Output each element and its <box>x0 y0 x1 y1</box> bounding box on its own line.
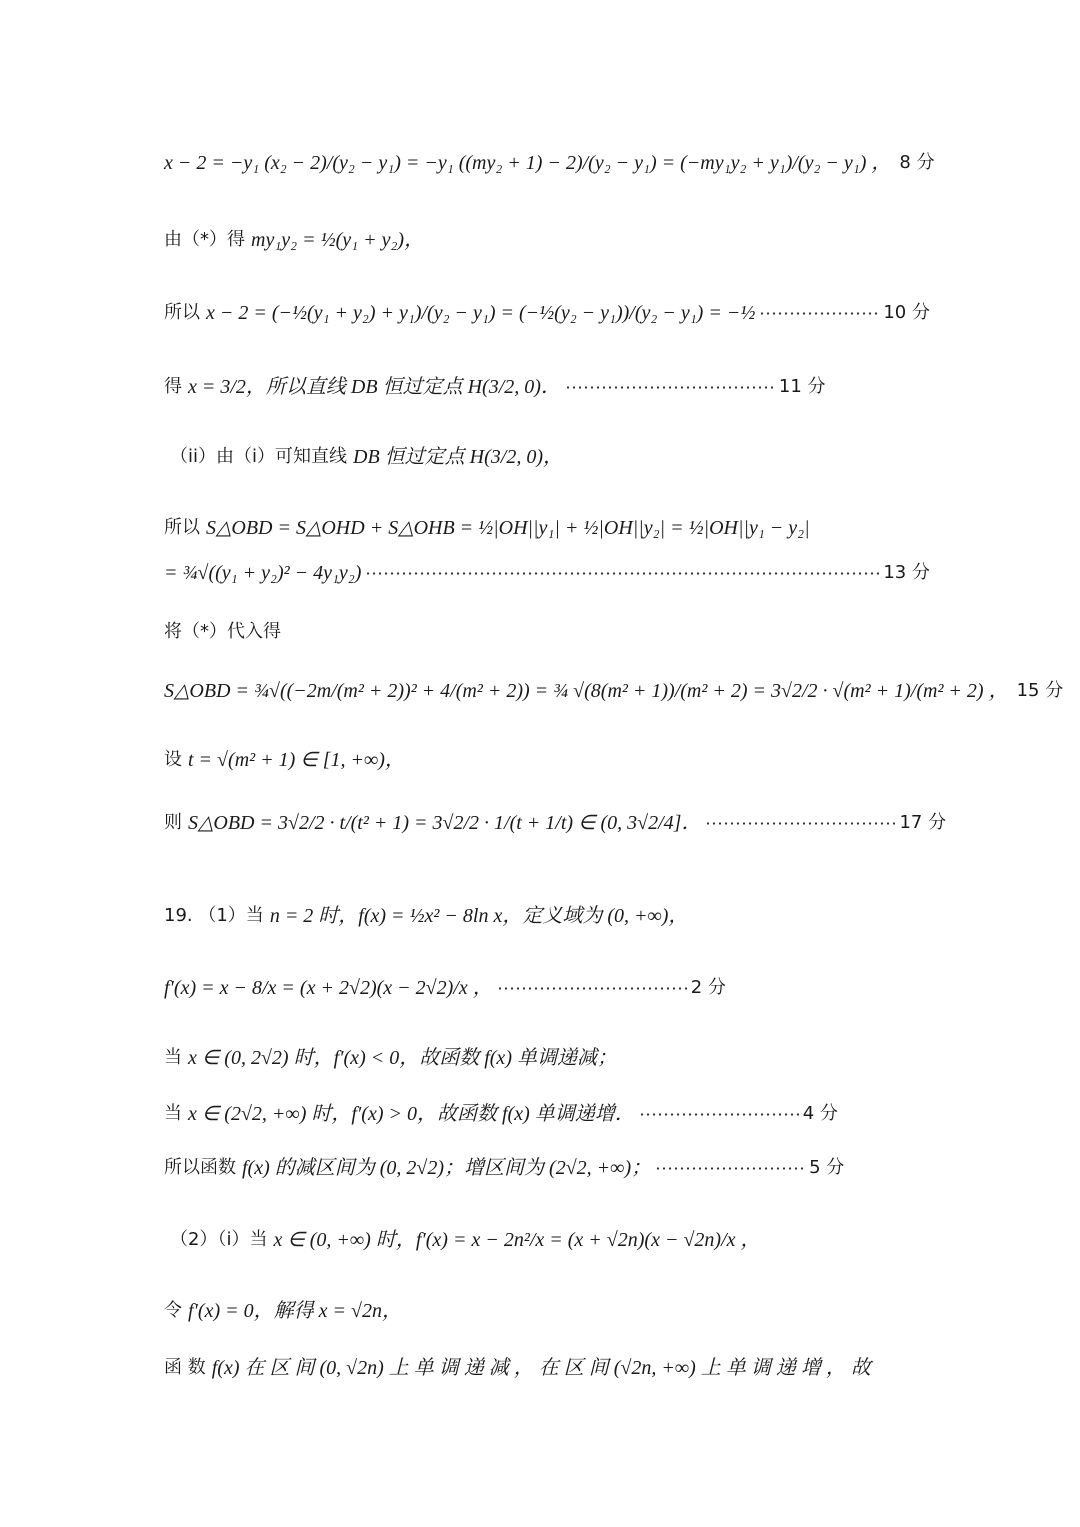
equation: f(x) 的减区间为 (0, 2√2)；增区间为 (2√2, +∞)； <box>242 1157 652 1179</box>
equation-line <box>164 133 935 193</box>
leader-dots <box>639 1113 799 1116</box>
equation: f′(x) = 0，解得 x = √2n， <box>188 1300 402 1322</box>
equation-line <box>164 220 930 260</box>
equation-line <box>164 743 930 777</box>
equation: x − 2 = −y₁ (x₂ − 2)/(y₂ − y₁) = −y₁ ((my₂ + 1) − 2)/(y₂ − y₁) = (−my₁y₂ + y₁)/(y₂ − y₁) ， <box>164 152 892 174</box>
score-mark: 15 分 <box>1016 680 1064 701</box>
equation-line <box>170 1212 930 1268</box>
equation-line <box>164 895 930 937</box>
leader-dots <box>705 822 895 825</box>
line-prefix: 由（*）得 <box>164 229 245 250</box>
equation: t = √(m² + 1) ∈ [1, +∞)， <box>188 749 405 771</box>
equation: x − 2 = (−½(y₁ + y₂) + y₁)/(y₂ − y₁) = (−½(y₂ − y₁))/(y₂ − y₁) = −½ <box>206 302 756 324</box>
equation: x ∈ (2√2, +∞) 时，f′(x) > 0，故函数 f(x) 单调递增． <box>188 1103 635 1125</box>
equation: f(x) 在 区 间 (0, √2n) 上 单 调 递 减 ， 在 区 间 (√2n, +∞) 上 单 调 递 增 ， 故 <box>211 1357 871 1379</box>
line-prefix: 19. （1）当 <box>164 905 264 926</box>
score-mark: 2 分 <box>690 977 726 998</box>
line-prefix: 则 <box>164 812 182 833</box>
line-prefix: 令 <box>164 1300 182 1321</box>
line-prefix: 当 <box>164 1103 182 1124</box>
line-prefix: 所以 <box>164 517 200 538</box>
equation: x ∈ (0, 2√2) 时，f′(x) < 0，故函数 f(x) 单调递减； <box>188 1047 617 1069</box>
equation-line <box>164 508 930 548</box>
equation-line <box>164 1349 930 1387</box>
score-mark: 5 分 <box>809 1157 845 1178</box>
line-prefix: （ii）由（i）可知直线 <box>170 446 348 467</box>
equation: DB 恒过定点 H(3/2, 0)， <box>353 446 563 468</box>
line-prefix: 设 <box>164 749 182 770</box>
equation: x = 3/2，所以直线 DB 恒过定点 H(3/2, 0)． <box>188 376 561 398</box>
line-prefix: 当 <box>164 1047 182 1068</box>
leader-dots <box>365 572 879 575</box>
line-prefix: （2）（i）当 <box>170 1229 268 1250</box>
score-mark: 8 分 <box>899 152 935 173</box>
equation-line <box>170 437 930 477</box>
leader-dots <box>565 386 775 389</box>
equation: x ∈ (0, +∞) 时，f′(x) = x − 2n²/x = (x + √2n)(x − √2n)/x ， <box>273 1229 761 1251</box>
equation-line <box>164 555 930 591</box>
equation-line <box>164 1097 930 1131</box>
equation: S△OBD = ¾√((−2m/(m² + 2))² + 4/(m² + 2)) = ¾ √(8(m² + 1))/(m² + 2) = 3√2/2 · √(m² + 1)/(m² + 2) ， <box>164 680 1009 702</box>
equation: S△OBD = 3√2/2 · t/(t² + 1) = 3√2/2 · 1/(t + 1/t) ∈ (0, 3√2/4]． <box>188 812 702 834</box>
score-mark: 17 分 <box>899 812 947 833</box>
line-prefix: 得 <box>164 376 182 397</box>
equation-line <box>164 795 947 851</box>
line-prefix: 所以 <box>164 302 200 323</box>
equation: n = 2 时，f(x) = ½x² − 8ln x，定义域为 (0, +∞)， <box>269 905 689 927</box>
score-mark: 13 分 <box>883 562 930 583</box>
line-prefix: 将（*）代入得 <box>164 621 281 642</box>
text-line <box>164 618 930 646</box>
score-mark: 4 分 <box>802 1103 838 1124</box>
score-mark: 10 分 <box>883 302 930 323</box>
equation-line <box>164 283 930 343</box>
line-prefix: 所以函数 <box>164 1157 236 1178</box>
equation-line <box>164 662 1064 720</box>
equation: S△OBD = S△OHD + S△OHB = ½|OH||y₁| + ½|OH||y₂| = ½|OH||y₁ − y₂| <box>206 517 810 539</box>
equation: f′(x) = x − 8/x = (x + 2√2)(x − 2√2)/x ， <box>164 977 493 999</box>
line-prefix: 函 数 <box>164 1357 206 1378</box>
leader-dots <box>497 987 687 990</box>
leader-dots <box>759 312 879 315</box>
equation-line <box>164 1041 930 1075</box>
equation-line <box>164 1151 930 1185</box>
equation-line <box>164 1294 930 1328</box>
equation-line <box>164 365 930 409</box>
equation: = ¾√((y₁ + y₂)² − 4y₁y₂) <box>164 562 362 584</box>
equation-line <box>164 958 930 1018</box>
score-mark: 11 分 <box>778 376 826 397</box>
leader-dots <box>655 1167 805 1170</box>
equation: my₁y₂ = ½(y₁ + y₂)， <box>251 229 425 251</box>
